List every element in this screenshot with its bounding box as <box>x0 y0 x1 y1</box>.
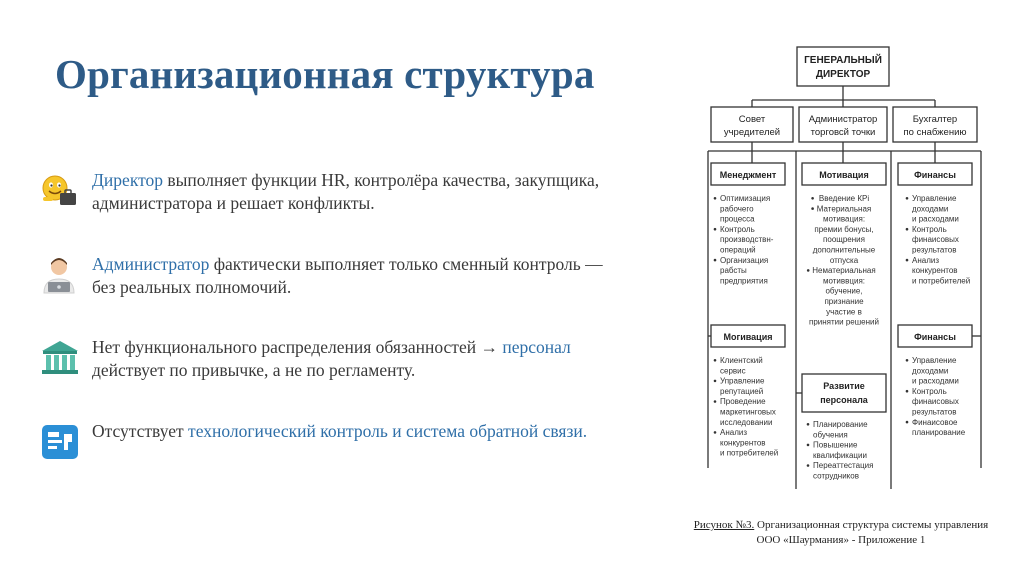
col2-items2-line: квалификации <box>813 450 867 460</box>
motivation-header: Мотивация <box>819 170 869 180</box>
accountant-line2: по снабжению <box>903 127 967 138</box>
col2-items1-line: обучение, <box>825 286 863 296</box>
gen-director-box <box>797 47 889 86</box>
management-header: Менеджмент <box>719 170 777 180</box>
col2-items2-line: обучения <box>813 430 848 440</box>
col1-items2-line: и потребителей <box>720 448 779 458</box>
administrator-line1: Администратор <box>808 114 878 125</box>
caption-label: Рисунок №3. <box>693 519 755 531</box>
laptop-person-icon <box>40 255 82 295</box>
list-bullet-dot <box>906 197 909 200</box>
col2-items1-line: мотиввция: <box>822 276 866 286</box>
col3-items1-line: и расходами <box>912 214 959 224</box>
col3-items2-line: планирование <box>912 428 966 438</box>
list-bullet-dot <box>906 259 909 262</box>
control-panel-icon <box>40 422 82 462</box>
col3-items1-line: доходами <box>912 204 949 214</box>
col2-items1-line: отпуска <box>829 255 859 265</box>
list-bullet-dot <box>714 400 717 403</box>
col1-items1-line: процесса <box>720 214 755 224</box>
list-bullet-dot <box>714 197 717 200</box>
col2-items1-line: Материальная <box>816 204 872 214</box>
col2-items1-line: дополнительные <box>812 245 876 255</box>
col3-items2-line: Управление <box>912 356 957 365</box>
finance-header-1: Финансы <box>914 170 956 180</box>
list-bullet-dot <box>906 359 909 362</box>
bullet-text: Нет функционального распределения обязанностей → персонал действует по привычке, а не по регламенту. <box>92 337 571 380</box>
development-header-line2: персонала <box>820 395 868 405</box>
col2-items1-line: мотивация: <box>822 214 866 224</box>
finance-header-2: Финансы <box>914 332 956 342</box>
col2-items2-line: сотрудников <box>813 471 859 481</box>
col3-items1-line: и потребителей <box>912 276 971 286</box>
bullet-text: Директор выполняет функции HR, контролёра качества, закупщика, администратора и решает конфликты. <box>92 170 600 213</box>
figure-caption: Рисунок №3. Организационная структура системы управления ООО «Шаурмания» - Приложение 1 <box>686 518 996 548</box>
administrator-line2: торговсй точки <box>810 127 876 138</box>
col2-items2-line: Планирование <box>813 420 868 429</box>
col1-items2-line: репутацией <box>720 386 764 396</box>
list-bullet-dot <box>807 423 810 426</box>
col2-items1-line: Введение КРі <box>818 194 870 203</box>
gen-director-line1: ГЕНЕРАЛЬНЫЙ <box>804 55 882 66</box>
gen-director-line2: ДИРЕКТОР <box>815 69 871 80</box>
smiley-director-icon <box>40 171 82 211</box>
col1-items2-line: Управление <box>720 376 765 386</box>
col1-header-2: Могивация <box>723 332 773 342</box>
bullet-text: Администратор фактически выполняет только сменный контроль — без реальных полномочий. <box>92 254 603 297</box>
col1-items2-line: исследовании <box>720 417 773 427</box>
col3-items2-line: результатов <box>912 407 957 417</box>
col3-items1-line: результатов <box>912 245 957 255</box>
col2-items1-line: Нематериальная <box>812 266 876 276</box>
col1-items1-line: операций <box>720 245 756 255</box>
col2-items1-line: признание <box>824 297 864 306</box>
col1-items2-line: Клиентский <box>720 356 763 365</box>
list-bullet-dot <box>807 464 810 467</box>
list-bullet-dot <box>811 197 814 200</box>
col2-items1-line: принятии решений <box>809 317 879 327</box>
list-bullet-dot <box>714 259 717 262</box>
col2-items2-line: Повышение <box>813 440 858 450</box>
col2-items1-line: поощрения <box>823 235 865 245</box>
col3-items1-line: конкурентов <box>912 266 958 276</box>
col1-items1-line: Организация <box>720 255 769 265</box>
bullet-text: Отсутствует технологический контроль и система обратной связи. <box>92 421 588 441</box>
caption-line2: ООО «Шаурмания» - Приложение 1 <box>756 534 926 546</box>
founders-line2: учредителей <box>723 127 781 138</box>
list-bullet-dot <box>714 431 717 434</box>
list-bullet-dot <box>714 380 717 383</box>
list-bullet-dot <box>906 228 909 231</box>
page-title: Организационная структура <box>55 51 595 97</box>
col1-items2-line: сервис <box>720 366 746 376</box>
list-bullet-dot <box>714 359 717 362</box>
accountant-line1: Бухгалтер <box>912 114 958 125</box>
col1-items2-line: Проведение <box>720 397 766 407</box>
col1-items1-line: Оптимизация <box>720 194 771 203</box>
development-header-line1: Развитие <box>823 381 865 391</box>
col2-items1-line: премии бонусы, <box>814 224 874 234</box>
col3-items1-line: финаисовых <box>912 235 959 245</box>
col1-items1-line: предприятия <box>720 276 768 286</box>
col3-items2-line: Финаисовое <box>912 417 958 427</box>
col1-items1-line: рабсты <box>720 266 747 276</box>
col1-items1-line: Контроль <box>720 224 755 234</box>
col3-items1-line: Анализ <box>912 255 940 265</box>
col3-items2-line: доходами <box>912 366 949 376</box>
org-chart <box>700 38 1000 498</box>
col1-items2-line: маркетинговых <box>720 407 776 417</box>
col1-items1-line: производствн- <box>720 235 774 245</box>
col3-items1-line: Контроль <box>912 224 947 234</box>
col1-items2-line: Анализ <box>720 428 748 438</box>
col3-items2-line: и расходами <box>912 376 959 386</box>
col1-items1-line: рабочего <box>720 204 754 214</box>
col3-items1-line: Управление <box>912 194 957 203</box>
col2-items2-line: Переаттестация <box>813 461 874 471</box>
founders-line1: Совет <box>738 114 766 125</box>
col1-items2-line: конкурентов <box>720 438 766 448</box>
list-bullet-dot <box>807 269 810 272</box>
col3-items2-line: финаисовых <box>912 397 959 407</box>
list-bullet-dot <box>906 390 909 393</box>
list-bullet-dot <box>811 207 814 210</box>
list-bullet-dot <box>906 421 909 424</box>
list-bullet-dot <box>807 444 810 447</box>
bank-building-icon <box>40 338 82 378</box>
col2-items1-line: участие в <box>826 307 862 317</box>
list-bullet-dot <box>714 228 717 231</box>
col3-items2-line: Контроль <box>912 386 947 396</box>
